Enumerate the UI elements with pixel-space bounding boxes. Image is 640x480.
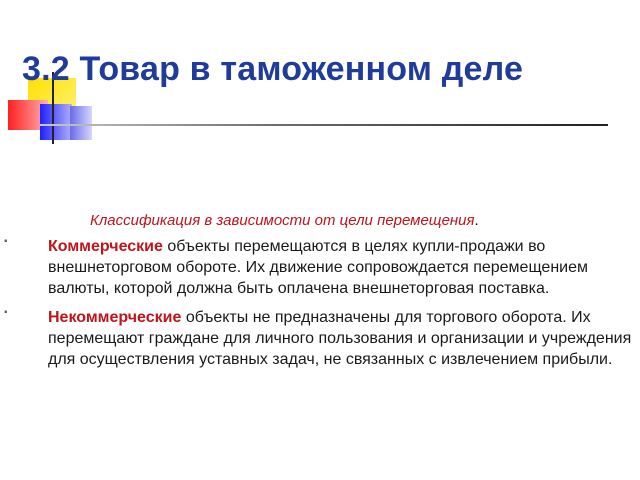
bullet-item-commercial xyxy=(0,236,640,299)
bullet-body: объекты не предназначены для торгового оборота. Их перемещают граждане для личного пользования и организации и учреждения для осуществления уставных задач, не связанных с извлечением прибыли. xyxy=(48,309,632,368)
bullet-text xyxy=(48,236,634,299)
title-underline xyxy=(40,124,608,126)
lavender-square xyxy=(70,106,92,140)
bullet-marker: ▪ xyxy=(4,236,8,247)
bullet-term: Некоммерческие xyxy=(48,309,182,326)
bullet-marker: ▪ xyxy=(4,307,8,318)
slide-title: 3.2 Товар в таможенном деле xyxy=(22,50,524,88)
slide-subtitle xyxy=(90,212,479,229)
subtitle-period: . xyxy=(474,212,479,229)
blue-square xyxy=(40,104,72,140)
bullet-term: Коммерческие xyxy=(48,238,163,255)
subtitle-text: Классификация в зависимости от цели перемещения xyxy=(90,212,475,229)
bullet-list xyxy=(0,236,640,378)
bullet-text xyxy=(48,307,634,370)
bullet-body: объекты перемещаются в целях купли-продажи во внешнеторговом обороте. Их движение сопровождается перемещением валюты, которой должна быть оплачена внешнеторговая поставка. xyxy=(48,238,588,297)
bullet-item-noncommercial xyxy=(0,307,640,370)
